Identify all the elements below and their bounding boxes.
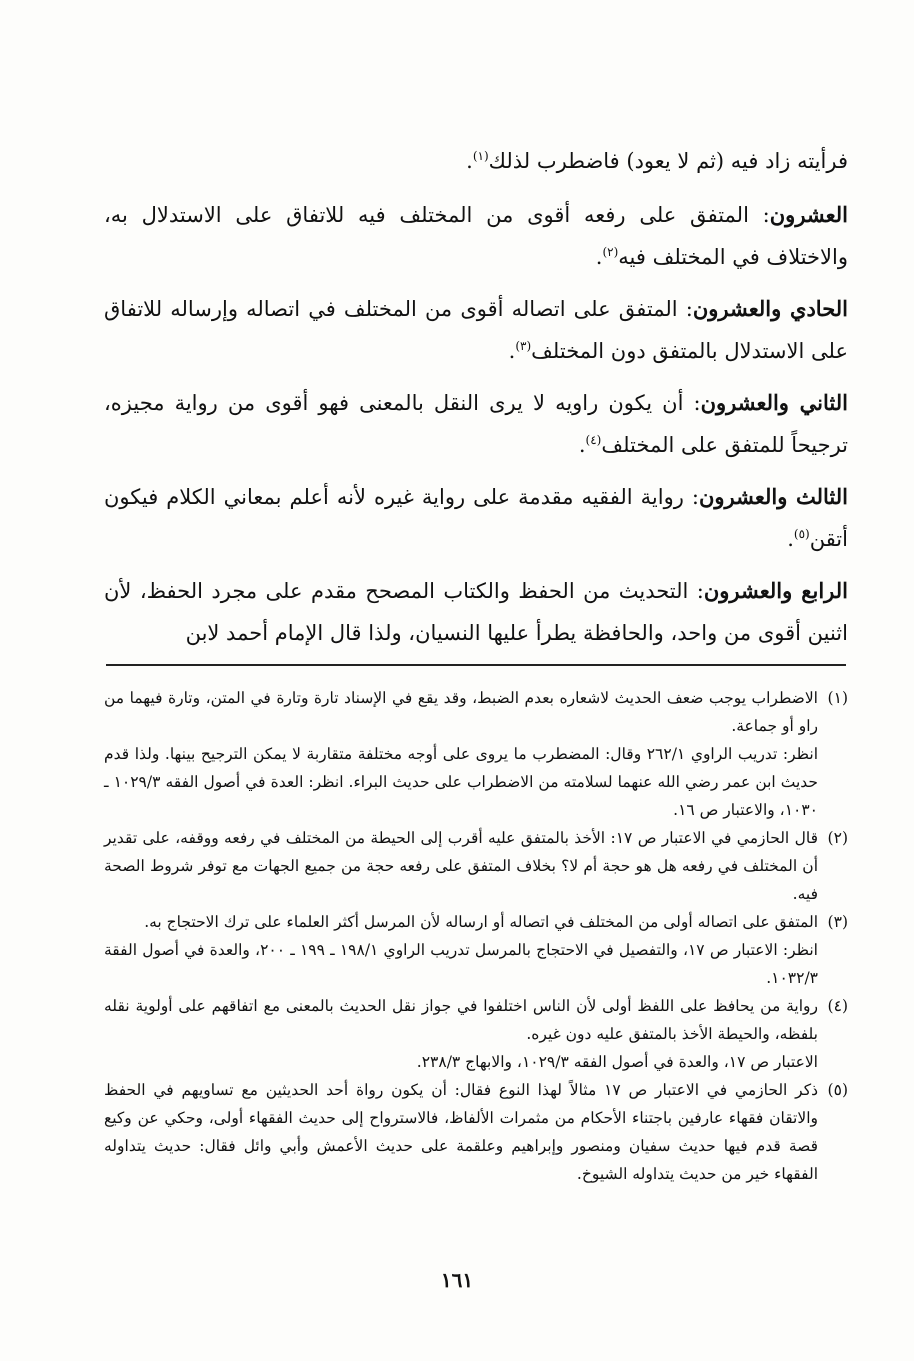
footnote-ref[interactable]: (٢) [602,245,619,259]
section-term: الحادي والعشرون [692,296,848,321]
footnote-4: (٤) رواية من يحافظ على اللفظ أولى لأن الناس اختلفوا في جواز نقل الحديث بالمعنى مع اتفاقهم على أولوية نقله بلفظه، والحيطة الأخذ بالمتفق عليه دون غيره. [104,992,848,1048]
footnote-number: (٣) [827,913,848,931]
paragraph: العشرون: المتفق على رفعه أقوى من المختلف فيه للاتفاق على الاستدلال به، والاختلاف في المختلف فيه$^{(٢)}$. [104,202,848,269]
footnote-1-reference: انظر: تدريب الراوي ٢٦٢/١ وقال: المضطرب ما يروى على أوجه مختلفة متقاربة لا يمكن الترجيح بينها. ولذا قدم حديث ابن عمر رضي الله عنهما لسلامته من الاضطراب على حديث البراء. انظر: العدة في أصول الفقه ١٠٢٩/٣ ـ ١٠٣٠، والاعتبار ص ١٦. [104,745,819,819]
footnote-ref[interactable]: (٣) [515,339,532,353]
footnote-3-reference: انظر: الاعتبار ص ١٧، والتفصيل في الاحتجاج بالمرسل تدريب الراوي ١٩٨/١ ـ ١٩٩ ـ ٢٠٠، والعدة في أصول الفقة ١٠٣٢/٣. [104,941,818,987]
footnote-3: (٣) المتفق على اتصاله أولى من المختلف في اتصاله أو ارساله لأن المرسل أكثر العلماء على ترك الاحتجاج به. [104,908,848,936]
footnote-ref[interactable]: (١) [472,149,489,163]
paragraph: فرأيته زاد فيه (ثم لا يعود) فاضطرب لذلك$^{(١)}$. [466,149,848,173]
paragraph: الثاني والعشرون: أن يكون راويه لا يرى النقل بالمعنى فهو أقوى من رواية مجيزه، ترجيحاً للمتفق على المختلف$^{(٤)}$. [104,390,848,457]
footnote-5: (٥) ذكر الحازمي في الاعتبار ص ١٧ مثالاً لهذا النوع فقال: أن يكون رواة أحد الحديثين مع تساويهم في الحفظ والاتقان فقهاء عارفين باجتناء الأحكام من مثمرات الألفاظ، فالاسترواح إلى حديث الفقهاء أولى، وحكي عن وكيع قصة قدم فيها حديث سفيان ومنصور وإبراهيم وعلقمة على حديث الأعمش وأبي وائل فقال: حديث يتداوله الفقهاء خير من حديث يتداوله الشيوخ. [104,1076,848,1188]
footnote-4-reference: الاعتبار ص ١٧، والعدة في أصول الفقه ١٠٢٩/٣، والابهاج ٢٣٨/٣. [416,1053,818,1071]
main-text [104,140,848,654]
section-term: العشرون [769,202,848,227]
paragraph: الحادي والعشرون: المتفق على اتصاله أقوى من المختلف في اتصاله وإرساله للاتفاق على الاستدلال بالمتفق دون المختلف$^{(٣)}$. [104,296,848,363]
paragraph: الرابع والعشرون: التحديث من الحفظ والكتاب المصحح مقدم على مجرد الحفظ، لأن اثنين أقوى من واحد، والحافظة يطرأ عليها النسيان، ولذا قال الإمام أحمد لابن [104,578,848,645]
footnote-1: (١) الاضطراب يوجب ضعف الحديث لاشعاره بعدم الضبط، وقد يقع في الإسناد تارة وتارة في المتن، وتارة فيهما من راو أو جماعة. [104,684,848,740]
paragraph: الثالث والعشرون: رواية الفقيه مقدمة على رواية غيره لأنه أعلم بمعاني الكلام فيكون أتقن$^{(٥)}$. [104,484,849,551]
page-number: ١٦١ [440,1268,474,1292]
footnote-divider [106,664,846,666]
section-term: الرابع والعشرون [703,578,848,603]
footnote-number: (٢) [827,829,848,847]
footnote-ref[interactable]: (٤) [585,433,602,447]
section-term: الثالث والعشرون [698,484,849,509]
section-term: الثاني والعشرون [700,390,848,415]
footnotes [104,684,848,1188]
footnote-ref[interactable]: (٥) [793,527,810,541]
footnote-number: (١) [827,689,848,707]
footnote-number: (٥) [827,1081,848,1099]
footnote-2: (٢) قال الحازمي في الاعتبار ص ١٧: الأخذ بالمتفق عليه أقرب إلى الحيطة من المختلف في رفعه ووقفه، على تقدير أن المختلف في رفعه هل هو حجة أم لا؟ بخلاف المتفق على رفعه حجة من جميع الجهات مع توفر شروط الصحة فيه. [104,824,848,908]
footnote-number: (٤) [827,997,848,1015]
